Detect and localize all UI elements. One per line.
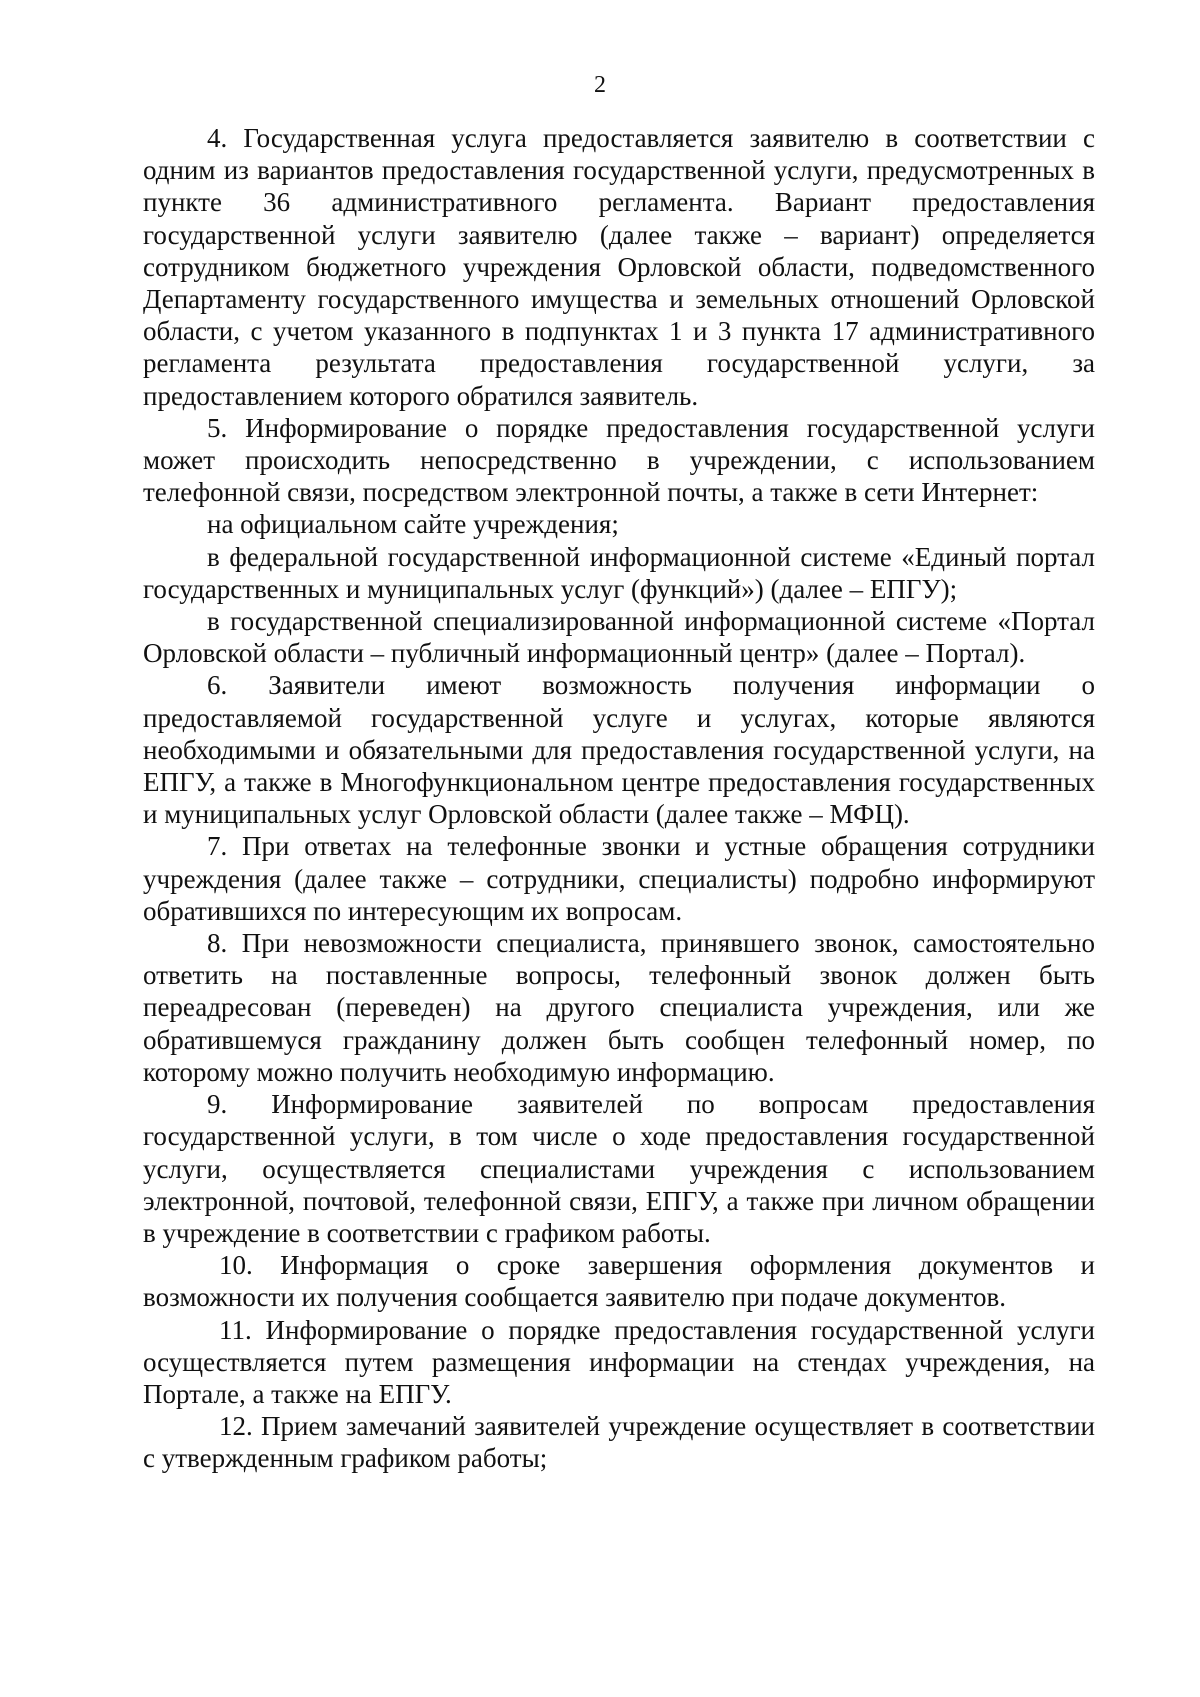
paragraph-5: 5. Информирование о порядке предоставления государственной услуги может происходить непосредственно в учреждении, с использованием телефонной связи, посредством электронной почты, а также в сети Интернет: <box>143 412 1095 508</box>
paragraph-10: 10. Информация о сроке завершения оформления документов и возможности их получения сообщается заявителю при подаче документов. <box>143 1250 1095 1313</box>
paragraph-5-item-official-site: на официальном сайте учреждения; <box>207 509 619 540</box>
document-body <box>143 122 1095 1475</box>
paragraph-5-item-portal: в государственной специализированной информационной системе «Портал Орловской области – публичный информационный центр» (далее – Портал). <box>143 606 1095 669</box>
paragraph-4: 4. Государственная услуга предоставляется заявителю в соответствии с одним из вариантов предоставления государственной услуги, предусмотренных в пункте 36 административного регламента. Вариант предоставления государственной услуги заявителю (далее также – вариант) определяется сотрудником бюджетного учреждения Орловской области, подведомственного Департаменту государственного имущества и земельных отношений Орловской области, с учетом указанного в подпунктах 1 и 3 пункта 17 административного регламента результата предоставления государственной услуги, за предоставлением которого обратился заявитель. <box>143 123 1095 411</box>
paragraph-11: 11. Информирование о порядке предоставления государственной услуги осуществляется путем размещения информации на стендах учреждения, на Портале, а также на ЕПГУ. <box>143 1314 1095 1409</box>
paragraph-8: 8. При невозможности специалиста, принявшего звонок, самостоятельно ответить на поставленные вопросы, телефонный звонок должен быть переадресован (переведен) на другого специалиста учреждения, или же обратившемуся гражданину должен быть сообщен телефонный номер, по которому можно получить необходимую информацию. <box>143 928 1095 1087</box>
paragraph-6: 6. Заявители имеют возможность получения информации о предоставляемой государственной услуге и услугах, которые являются необходимыми и обязательными для предоставления государственной услуги, на ЕПГУ, а также в Многофункциональном центре предоставления государственных и муниципальных услуг Орловской области (далее также – МФЦ). <box>143 670 1095 830</box>
paragraph-9: 9. Информирование заявителей по вопросам предоставления государственной услуги, в том числе о ходе предоставления государственной услуги, осуществляется специалистами учреждения с использованием электронной, почтовой, телефонной связи, ЕПГУ, а также при личном обращении в учреждение в соответствии с графиком работы. <box>143 1089 1095 1248</box>
page-number: 2 <box>594 72 606 98</box>
paragraph-12: 12. Прием замечаний заявителей учреждение осуществляет в соответствии с утвержденным графиком работы; <box>143 1411 1095 1474</box>
paragraph-5-item-epgu: в федеральной государственной информационной системе «Единый портал государственных и муниципальных услуг (функций») (далее – ЕПГУ); <box>143 541 1095 604</box>
paragraph-7: 7. При ответах на телефонные звонки и устные обращения сотрудники учреждения (далее также – сотрудники, специалисты) подробно информируют обратившихся по интересующим их вопросам. <box>143 831 1095 926</box>
